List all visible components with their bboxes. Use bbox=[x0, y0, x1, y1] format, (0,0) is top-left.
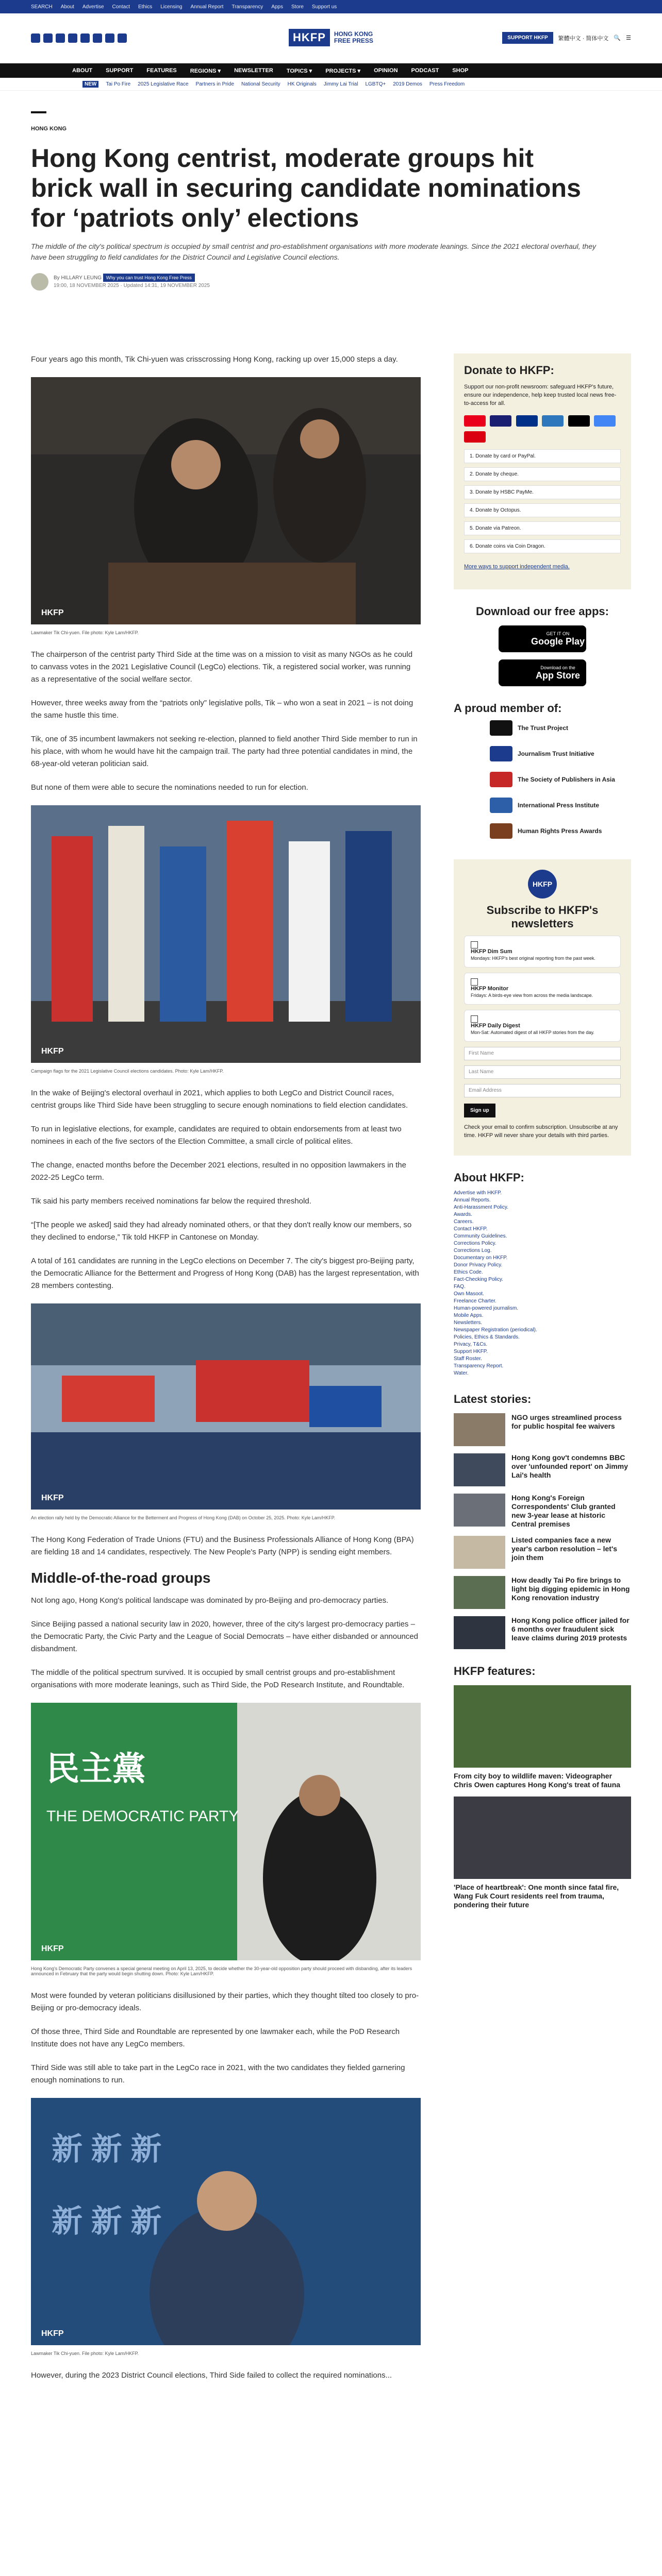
photo-democratic-party[interactable] bbox=[31, 1703, 421, 1963]
youtube-icon[interactable] bbox=[80, 33, 90, 43]
site-header bbox=[0, 13, 662, 63]
paragraph: But none of them were able to secure the nominations needed to run for election. bbox=[31, 783, 308, 792]
store-caption: Download on the bbox=[540, 665, 575, 670]
trending-link[interactable]: LGBTQ+ bbox=[365, 81, 386, 87]
x-icon[interactable] bbox=[43, 33, 53, 43]
photo-caption: Lawmaker Tik Chi-yuen. File photo: Kyle Lam/HKFP. bbox=[31, 630, 139, 635]
member-name: The Society of Publishers in Asia bbox=[518, 776, 615, 783]
nav-item[interactable]: SUPPORT bbox=[106, 67, 134, 74]
publish-dates: 19:00, 18 NOVEMBER 2025 · Updated 14:31, 19 NOVEMBER 2025 bbox=[54, 283, 210, 289]
donate-option[interactable]: 4. Donate by Octopus. bbox=[464, 503, 621, 517]
story-title: Hong Kong police officer jailed for 6 months over fraudulent sick leave claims during 2019 protests bbox=[511, 1616, 630, 1642]
about-link[interactable]: Policies, Ethics & Standards. bbox=[454, 1334, 520, 1340]
paragraph: Tik said his party members received nominations far below the required threshold. bbox=[31, 1197, 311, 1206]
about-link[interactable]: Fact-Checking Policy. bbox=[454, 1277, 503, 1282]
features-section bbox=[454, 1665, 631, 1909]
about-link[interactable]: Water. bbox=[454, 1370, 469, 1376]
story-thumbnail bbox=[454, 1494, 505, 1527]
paragraph: “[The people we asked] said they had already nominated others, or that they don't really know our members, so they declined to endorse,” Tik told HKFP in Cantonese on Monday. bbox=[31, 1221, 412, 1242]
donate-option[interactable]: 3. Donate by HSBC PayMe. bbox=[464, 485, 621, 499]
about-list bbox=[454, 1190, 631, 1377]
svg-text:HKFP: HKFP bbox=[41, 1047, 64, 1056]
members-title: A proud member of: bbox=[454, 702, 562, 715]
mastercard-icon bbox=[464, 415, 486, 427]
about-link[interactable]: FAQ. bbox=[454, 1284, 466, 1290]
about-link[interactable]: Privacy, T&Cs. bbox=[454, 1342, 488, 1347]
site-logo[interactable] bbox=[289, 29, 380, 46]
about-section bbox=[454, 1171, 631, 1377]
newsletter-desc: Mon-Sat: Automated digest of all HKFP stories from the day. bbox=[471, 1030, 594, 1035]
photo-caption: Hong Kong's Democratic Party convenes a special general meeting on April 13, 2025, to decide whether the 30-year-old opposition party should proceed with disbanding, after its leaders announced in February that the party would begin shutting down. Photo: Kyle Lam/HKFP. bbox=[31, 1966, 412, 1976]
newsletter-logo: HKFP bbox=[528, 870, 557, 899]
story-title: Hong Kong gov't condemns BBC over 'unfounded report' on Jimmy Lai's health bbox=[511, 1453, 628, 1479]
visa-icon bbox=[490, 415, 511, 427]
story-title: NGO urges streamlined process for public hospital fee waivers bbox=[511, 1413, 622, 1430]
title-rule bbox=[31, 111, 46, 113]
about-link[interactable]: Anti-Harassment Policy. bbox=[454, 1205, 508, 1210]
topbar-link[interactable]: Apps bbox=[271, 4, 283, 10]
trending-link[interactable]: Jimmy Lai Trial bbox=[323, 81, 358, 87]
member-name: International Press Institute bbox=[518, 802, 600, 809]
menu-icon[interactable]: ☰ bbox=[626, 35, 631, 41]
topbar-link[interactable]: Ethics bbox=[138, 4, 153, 10]
telegram-icon[interactable] bbox=[105, 33, 114, 43]
topbar-link[interactable]: About bbox=[60, 4, 74, 10]
support-hkfp-button[interactable]: SUPPORT HKFP bbox=[502, 32, 553, 44]
section-heading: Middle-of-the-road groups bbox=[31, 1570, 211, 1586]
story-thumbnail bbox=[454, 1453, 505, 1486]
about-link[interactable]: Advertise with HKFP. bbox=[454, 1190, 502, 1196]
email-input[interactable]: Email Address bbox=[464, 1084, 621, 1097]
article-excerpt: The middle of the city's political spectrum is occupied by small centrist and pro-establishment organisations with more moderate leanings. Since the 2021 electoral overhaul, they have been struggling to field candidates for the District Council and Legislative Council elections. bbox=[31, 242, 597, 261]
latest-story[interactable] bbox=[454, 1494, 631, 1529]
signup-button[interactable]: Sign up bbox=[464, 1104, 495, 1117]
about-link[interactable]: Human-powered journalism. bbox=[454, 1306, 519, 1311]
paragraph: Not long ago, Hong Kong's political landscape was dominated by pro-Beijing and pro-democracy parties. bbox=[31, 1596, 389, 1605]
about-link[interactable]: Support HKFP. bbox=[454, 1349, 488, 1354]
photo-image bbox=[31, 805, 421, 1063]
article-body bbox=[31, 353, 421, 2393]
sopa-logo-icon bbox=[490, 772, 512, 787]
topbar-link[interactable]: Support us bbox=[311, 4, 337, 10]
about-link[interactable]: Documentary on HKFP. bbox=[454, 1255, 508, 1261]
last-name-input[interactable]: Last Name bbox=[464, 1065, 621, 1079]
newsletter-option[interactable] bbox=[464, 936, 621, 968]
donate-text: Support our non-profit newsroom: safeguard HKFP's future, ensure our independence, help keep trusted local news free-to-access for all. bbox=[464, 384, 617, 406]
trust-project-logo-icon bbox=[490, 720, 512, 736]
paypal-icon bbox=[516, 415, 538, 427]
email-icon[interactable] bbox=[93, 33, 102, 43]
sidebar bbox=[454, 353, 631, 1909]
new-badge: NEW bbox=[82, 81, 98, 88]
topbar-search[interactable]: SEARCH bbox=[31, 4, 53, 10]
member-trust-project[interactable] bbox=[454, 715, 631, 741]
photo-tik[interactable] bbox=[31, 377, 421, 627]
about-link[interactable]: Freelance Charter. bbox=[454, 1298, 496, 1304]
svg-text:HKFP: HKFP bbox=[41, 1494, 64, 1502]
latest-story[interactable] bbox=[454, 1616, 631, 1649]
photo-flags[interactable] bbox=[31, 805, 421, 1065]
nav-item[interactable]: FEATURES bbox=[146, 67, 177, 74]
trending-link[interactable]: Tai Po Fire bbox=[106, 81, 131, 87]
donate-option[interactable]: 1. Donate by card or PayPal. bbox=[464, 449, 621, 463]
about-link[interactable]: Annual Reports. bbox=[454, 1197, 491, 1203]
member-jti[interactable] bbox=[454, 741, 631, 767]
story-thumbnail bbox=[454, 1536, 505, 1569]
members-section bbox=[454, 702, 631, 844]
avatar bbox=[31, 273, 48, 291]
about-link[interactable]: Mobile Apps. bbox=[454, 1313, 484, 1318]
author-name[interactable]: By HILLARY LEUNG bbox=[54, 275, 102, 281]
article-title: Hong Kong centrist, moderate groups hit brick wall in securing candidate nominations for ‘patriots only’ elections bbox=[31, 144, 581, 232]
newsletter-title: Subscribe to HKFP's newsletters bbox=[486, 904, 599, 930]
about-link[interactable]: Ethics Code. bbox=[454, 1269, 483, 1275]
checkbox[interactable] bbox=[471, 978, 478, 986]
about-link[interactable]: Careers. bbox=[454, 1219, 474, 1225]
newsletter-option[interactable] bbox=[464, 973, 621, 1005]
feature-image[interactable] bbox=[454, 1797, 631, 1879]
about-link[interactable]: Newspaper Registration (periodical). bbox=[454, 1327, 537, 1333]
svg-text:HKFP: HKFP bbox=[41, 608, 64, 617]
member-name: The Trust Project bbox=[518, 724, 569, 732]
member-ipi[interactable] bbox=[454, 792, 631, 818]
first-name-input[interactable]: First Name bbox=[464, 1047, 621, 1060]
trust-button[interactable]: Why you can trust Hong Kong Free Press bbox=[103, 274, 195, 282]
language-links[interactable]: 繁體中文 · 简体中文 bbox=[558, 35, 609, 42]
latest-story[interactable] bbox=[454, 1576, 631, 1609]
newsletter-desc: Mondays: HKFP's best original reporting from the past week. bbox=[471, 956, 595, 961]
byline bbox=[31, 273, 631, 291]
amex-icon bbox=[542, 415, 564, 427]
donate-option[interactable]: 5. Donate via Patreon. bbox=[464, 521, 621, 535]
newsletter-option[interactable] bbox=[464, 1010, 621, 1042]
donate-box bbox=[454, 353, 631, 589]
latest-story[interactable] bbox=[454, 1413, 631, 1446]
about-link[interactable]: Staff Roster. bbox=[454, 1356, 482, 1362]
topbar-link[interactable]: Contact bbox=[112, 4, 130, 10]
paragraph: The Hong Kong Federation of Trade Unions (FTU) and the Business Professionals Alliance of Hong Kong (BPA) are fielding 18 and 14 candidates, respectively. The New People's Party (NPP) is sending eight members. bbox=[31, 1535, 414, 1556]
donate-option[interactable]: 2. Donate by cheque. bbox=[464, 467, 621, 481]
googlepay-icon bbox=[594, 415, 616, 427]
category-label[interactable]: HONG KONG bbox=[31, 126, 67, 132]
paragraph: The chairperson of the centrist party Third Side at the time was on a mission to visit as many NGOs as he could to canvass votes in the 2021 Legislative Council (LegCo) elections. Tik, a registered social worker, was running as a representative of the social welfare sector. bbox=[31, 650, 413, 684]
search-icon[interactable]: 🔍 bbox=[614, 35, 621, 41]
story-title: Listed companies face a new year's carbon resolution – let's join them bbox=[511, 1536, 618, 1562]
nav-item[interactable]: PROJECTS ▾ bbox=[325, 67, 361, 74]
newsletter-name: HKFP Dim Sum bbox=[471, 948, 512, 955]
store-name: App Store bbox=[535, 670, 580, 681]
about-link[interactable]: Corrections Policy. bbox=[454, 1241, 496, 1246]
payme-icon bbox=[464, 431, 486, 443]
about-link[interactable]: Awards. bbox=[454, 1212, 472, 1217]
feature-title[interactable]: 'Place of heartbreak': One month since fatal fire, Wang Fuk Court residents reel from trauma, pondering their future bbox=[454, 1883, 619, 1909]
store-caption: GET IT ON bbox=[546, 631, 570, 636]
nav-item[interactable]: REGIONS ▾ bbox=[190, 67, 221, 74]
story-thumbnail bbox=[454, 1616, 505, 1649]
paragraph: Third Side was still able to take part in the LegCo race in 2021, with the two candidates they fielded garnering enough nominations to run. bbox=[31, 2063, 405, 2084]
topbar-link[interactable]: Advertise bbox=[82, 4, 104, 10]
hrpa-logo-icon bbox=[490, 823, 512, 839]
jti-logo-icon bbox=[490, 746, 512, 761]
latest-story[interactable] bbox=[454, 1536, 631, 1569]
logo-text: HONG KONG FREE PRESS bbox=[334, 30, 373, 44]
story-thumbnail bbox=[454, 1413, 505, 1446]
story-title: How deadly Tai Po fire brings to light big digging epidemic in Hong Kong renovation industry bbox=[511, 1576, 630, 1602]
paragraph: Most were founded by veteran politicians disillusioned by their parties, which they thought tilted too closely to pro-Beijing or pro-democracy ideals. bbox=[31, 1991, 419, 2012]
photo-image bbox=[31, 2098, 421, 2345]
nav-item[interactable]: ABOUT bbox=[72, 67, 93, 74]
paragraph: The change, enacted months before the December 2021 elections, resulted in no opposition lawmakers in the 2022-25 LegCo term. bbox=[31, 1161, 406, 1182]
photo-image bbox=[31, 1703, 421, 1960]
photo-tik-legco[interactable] bbox=[31, 2098, 421, 2348]
story-title: Hong Kong's Foreign Correspondents' Club granted new 3-year lease at historic Central premises bbox=[511, 1494, 616, 1528]
feature-title[interactable]: From city boy to wildlife maven: Videographer Chris Owen captures Hong Kong's treat of fauna bbox=[454, 1772, 621, 1789]
app-store-button[interactable] bbox=[499, 659, 586, 686]
donate-title: Donate to HKFP: bbox=[464, 364, 554, 377]
member-name: Human Rights Press Awards bbox=[518, 827, 602, 835]
latest-title: Latest stories: bbox=[454, 1393, 532, 1405]
svg-text:民主黨: 民主黨 bbox=[46, 1750, 145, 1787]
newsletter-name: HKFP Daily Digest bbox=[471, 1023, 520, 1029]
features-title: HKFP features: bbox=[454, 1665, 536, 1677]
photo-image bbox=[31, 377, 421, 624]
paragraph: Since Beijing passed a national security law in 2020, however, three of the city's largest pro-democracy parties – the Democratic Party, the Civic Party and the League of Social Democrats – have either disbanded or announced disbandment. bbox=[31, 1620, 418, 1653]
nav-item[interactable]: SHOP bbox=[452, 67, 469, 74]
about-link[interactable]: Community Guidelines. bbox=[454, 1233, 507, 1239]
member-hrpa[interactable] bbox=[454, 818, 631, 844]
svg-text:新 新 新: 新 新 新 bbox=[52, 2204, 162, 2239]
instagram-icon[interactable] bbox=[56, 33, 65, 43]
photo-caption: Lawmaker Tik Chi-yuen. File photo: Kyle Lam/HKFP. bbox=[31, 2351, 139, 2356]
paragraph: Of those three, Third Side and Roundtable are represented by one lawmaker each, while the PoD Research Institute does not have any LegCo members. bbox=[31, 2027, 400, 2048]
apps-section bbox=[454, 605, 631, 686]
checkbox[interactable] bbox=[471, 941, 478, 948]
feature-image[interactable] bbox=[454, 1685, 631, 1768]
topbar-link[interactable]: Transparency bbox=[231, 4, 263, 10]
nav-item[interactable]: NEWSLETTER bbox=[234, 67, 273, 74]
trending-link[interactable]: National Security bbox=[241, 81, 280, 87]
trending-link[interactable]: 2019 Demos bbox=[393, 81, 422, 87]
paragraph: Tik, one of 35 incumbent lawmakers not seeking re-election, planned to field another Third Side member to run in his place, with whom he would have hit the campaign trail. The party had three potential candidates in mind, the 68-year-old veteran politician said. bbox=[31, 735, 418, 768]
svg-text:新 新 新: 新 新 新 bbox=[52, 2132, 162, 2166]
svg-text:HKFP: HKFP bbox=[41, 1944, 64, 1953]
nav-item[interactable]: TOPICS ▾ bbox=[286, 67, 312, 74]
member-sopa[interactable] bbox=[454, 767, 631, 792]
main-nav bbox=[0, 63, 662, 78]
social-icons bbox=[31, 33, 127, 43]
about-link[interactable]: Newsletters. bbox=[454, 1320, 483, 1326]
photo-dab-rally[interactable] bbox=[31, 1303, 421, 1512]
linkedin-icon[interactable] bbox=[68, 33, 77, 43]
trending-link[interactable]: Press Freedom bbox=[429, 81, 465, 87]
logo-mark: HKFP bbox=[289, 29, 330, 46]
more-ways-link[interactable]: More ways to support independent media. bbox=[464, 564, 570, 570]
newsletter-desc: Fridays: A birds-eye view from across the media landscape. bbox=[471, 993, 593, 998]
trending-link[interactable]: HK Originals bbox=[287, 81, 317, 87]
svg-text:THE DEMOCRATIC PARTY: THE DEMOCRATIC PARTY bbox=[46, 1808, 239, 1825]
checkbox[interactable] bbox=[471, 1015, 478, 1023]
trending-bar bbox=[0, 78, 662, 91]
about-link[interactable]: Donor Privacy Policy. bbox=[454, 1262, 503, 1268]
paragraph: However, during the 2023 District Council elections, Third Side failed to collect the required nominations... bbox=[31, 2371, 392, 2380]
paragraph: To run in legislative elections, for example, candidates are required to obtain endorsements from at least two nominees in each of the five sectors of the Election Committee, a small circle of political elites. bbox=[31, 1125, 402, 1146]
newsletter-box bbox=[454, 859, 631, 1156]
paragraph: In the wake of Beijing's electoral overhaul in 2021, which applies to both LegCo and District Council races, centrist groups like Third Side have been struggling to secure enough nominations to field election candidates. bbox=[31, 1089, 408, 1110]
paragraph: The middle of the political spectrum survived. It is occupied by small centrist groups and pro-establishment organisations with more moderate leanings, such as Third Side, the PoD Research Institute, and Roundtable. bbox=[31, 1668, 405, 1689]
nav-item[interactable]: OPINION bbox=[374, 67, 398, 74]
newsletter-name: HKFP Monitor bbox=[471, 986, 509, 992]
store-name: Google Play bbox=[531, 636, 585, 647]
payment-icons bbox=[464, 413, 621, 445]
latest-story[interactable] bbox=[454, 1453, 631, 1486]
applepay-icon bbox=[568, 415, 590, 427]
trending-link[interactable]: 2025 Legislative Race bbox=[138, 81, 189, 87]
google-play-button[interactable] bbox=[499, 625, 586, 652]
photo-caption: Campaign flags for the 2021 Legislative Council elections candidates. Photo: Kyle Lam/HKFP. bbox=[31, 1069, 224, 1074]
newsletter-footnote: Check your email to confirm subscription. Unsubscribe at any time. HKFP will never share your details with third parties. bbox=[464, 1124, 618, 1139]
member-name: Journalism Trust Initiative bbox=[518, 750, 594, 757]
about-link[interactable]: Corrections Log. bbox=[454, 1248, 492, 1253]
about-link[interactable]: Contact HKFP. bbox=[454, 1226, 488, 1232]
latest-section bbox=[454, 1393, 631, 1649]
trending-link[interactable]: Partners in Pride bbox=[195, 81, 235, 87]
apps-title: Download our free apps: bbox=[476, 605, 609, 618]
topbar-link[interactable]: Store bbox=[291, 4, 304, 10]
story-thumbnail bbox=[454, 1576, 505, 1609]
paragraph: Four years ago this month, Tik Chi-yuen was crisscrossing Hong Kong, racking up over 15,000 steps a day. bbox=[31, 355, 398, 364]
paragraph: A total of 161 candidates are running in the LegCo elections on December 7. The city's biggest pro-Beijing party, the Democratic Alliance for the Betterment and Progress of Hong Kong (DAB) has the largest representation, with 28 members contesting. bbox=[31, 1257, 419, 1290]
svg-text:HKFP: HKFP bbox=[41, 2329, 64, 2338]
about-link[interactable]: Own Masoot. bbox=[454, 1291, 484, 1297]
top-utility-bar bbox=[0, 0, 662, 13]
topbar-link[interactable]: Annual Report bbox=[190, 4, 224, 10]
ipi-logo-icon bbox=[490, 798, 512, 813]
rss-icon[interactable] bbox=[118, 33, 127, 43]
photo-image bbox=[31, 1303, 421, 1510]
about-link[interactable]: Transparency Report. bbox=[454, 1363, 504, 1369]
topbar-link[interactable]: Licensing bbox=[160, 4, 183, 10]
about-title: About HKFP: bbox=[454, 1171, 524, 1184]
paragraph: However, three weeks away from the “patriots only” legislative polls, Tik – who won a seat in 2021 – is not doing the same hustle this time. bbox=[31, 699, 413, 720]
facebook-icon[interactable] bbox=[31, 33, 40, 43]
nav-item[interactable]: PODCAST bbox=[411, 67, 439, 74]
donate-option[interactable]: 6. Donate coins via Coin Dragon. bbox=[464, 539, 621, 553]
photo-caption: An election rally held by the Democratic Alliance for the Betterment and Progress of Hong Kong (DAB) on October 25, 2025. Photo: Kyle Lam/HKFP. bbox=[31, 1515, 336, 1520]
